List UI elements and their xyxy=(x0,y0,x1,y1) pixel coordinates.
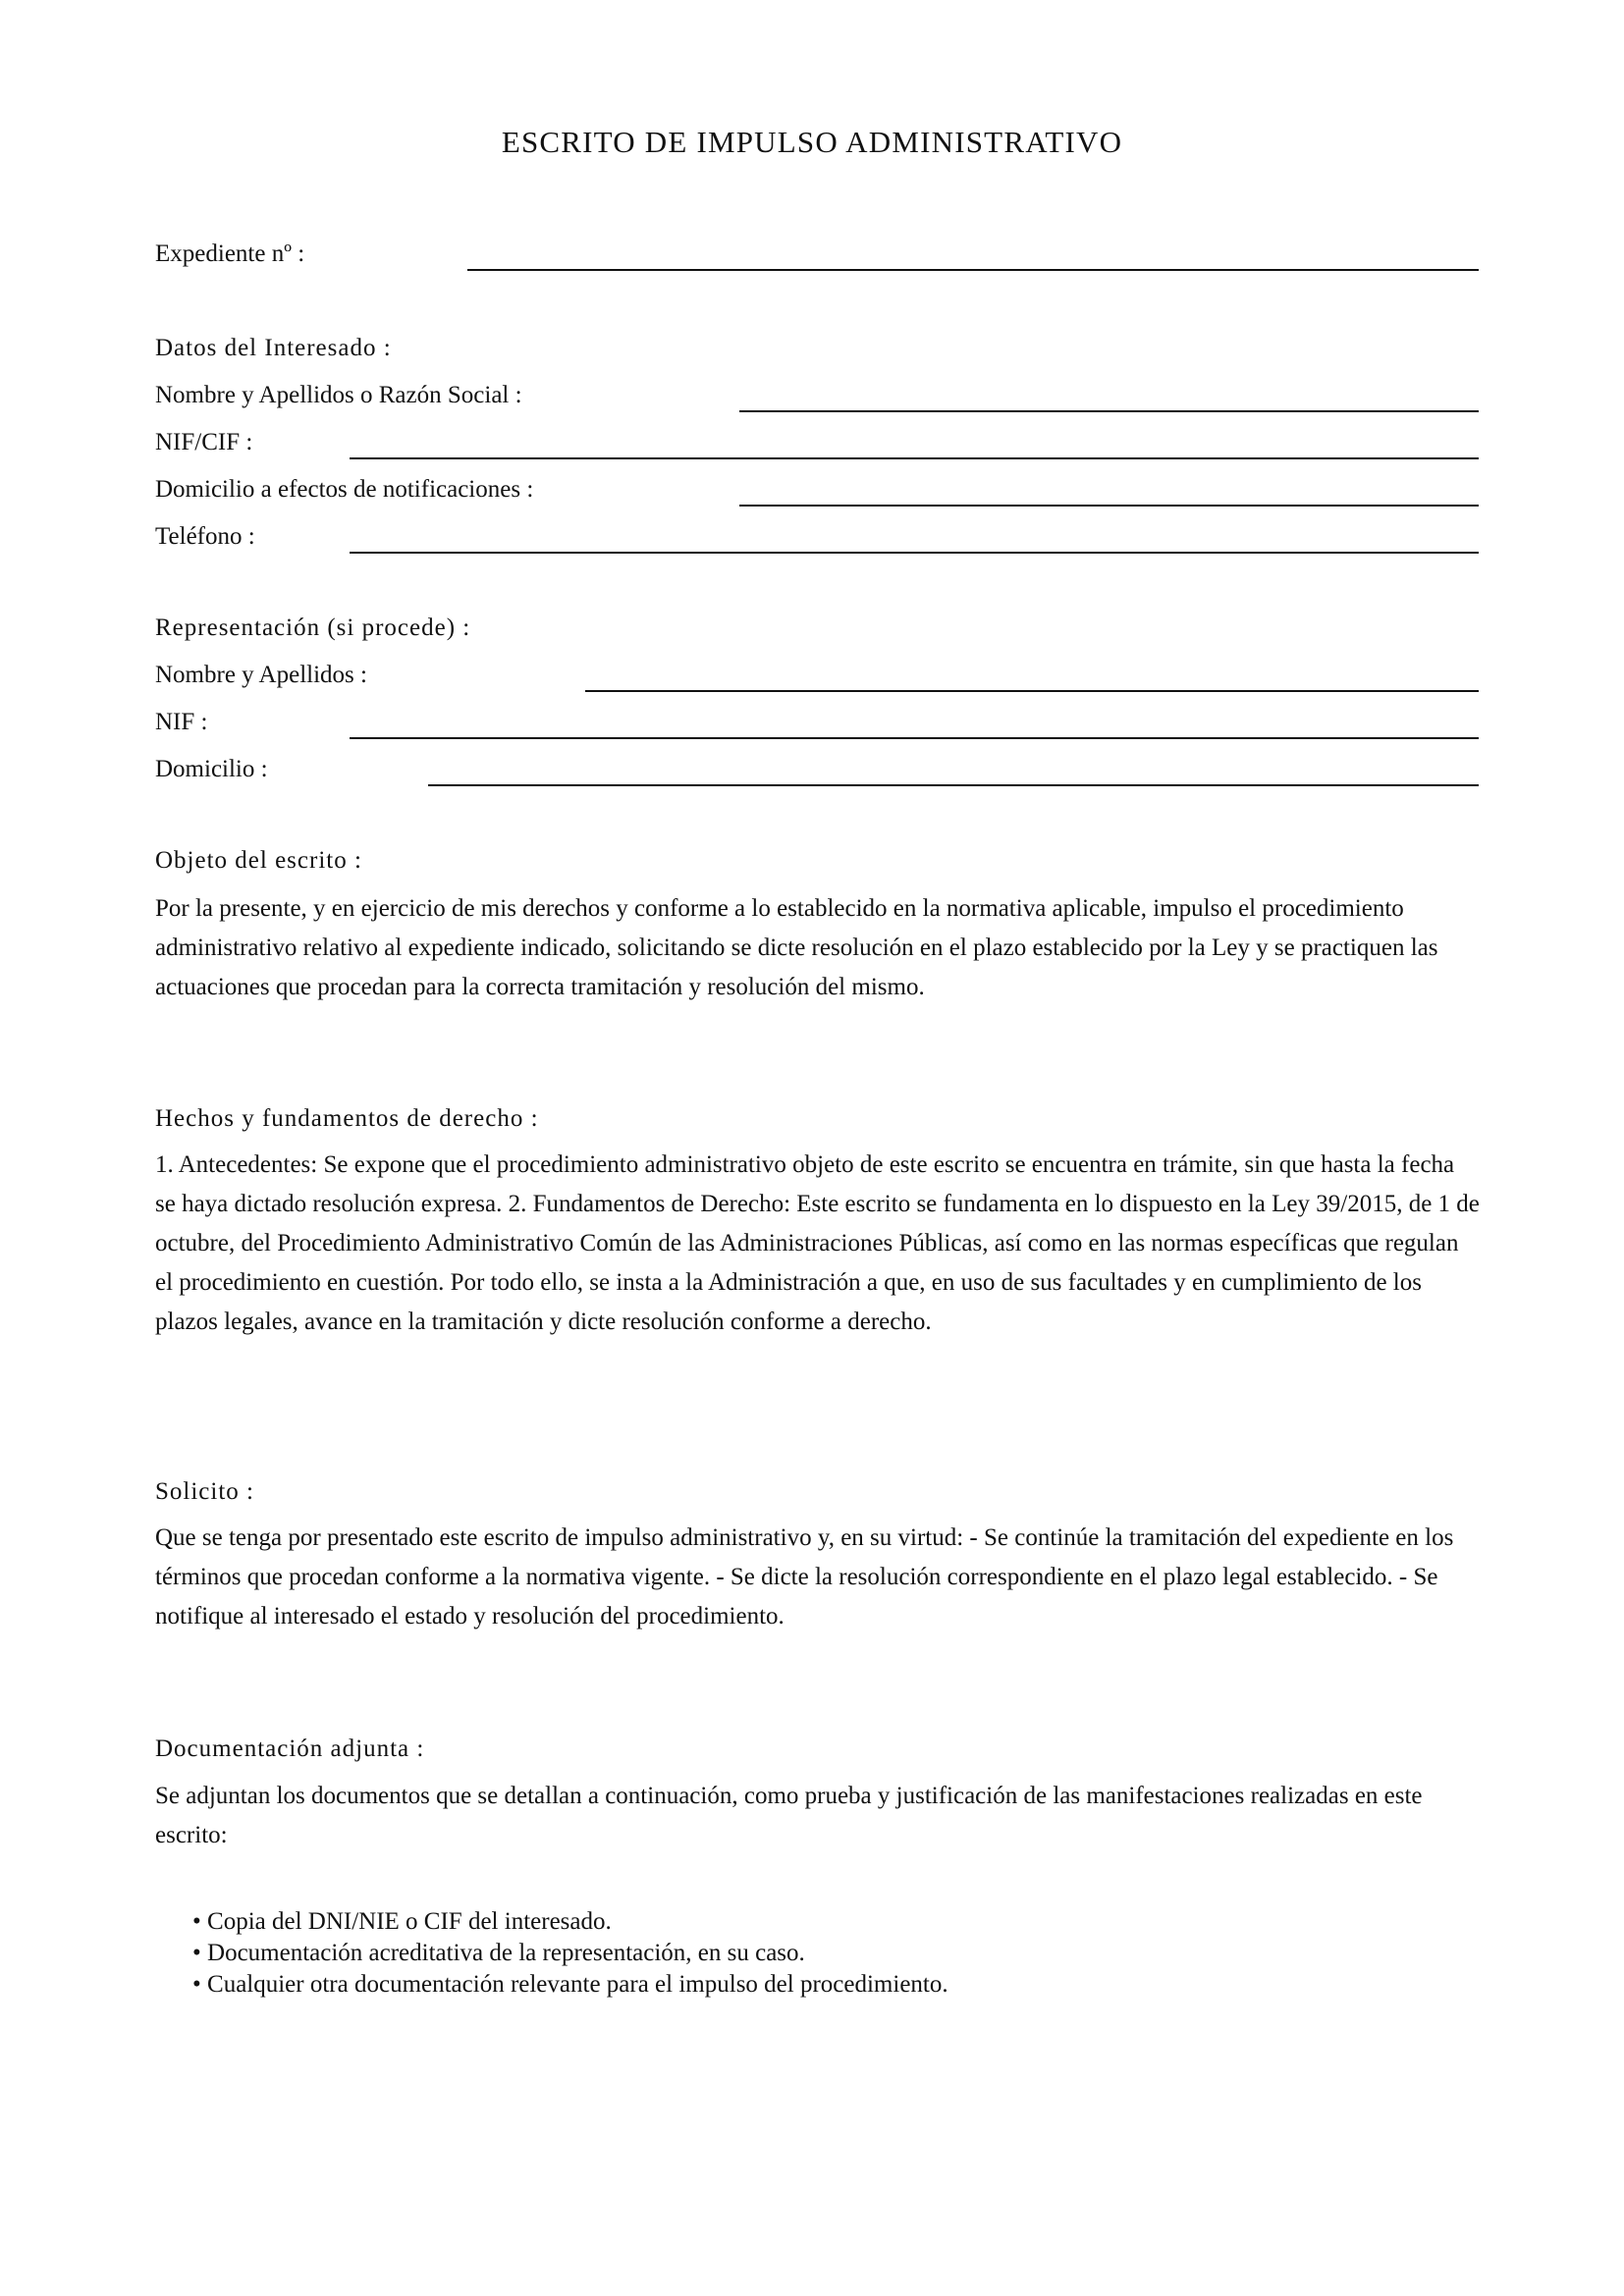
representacion-nif-label: NIF : xyxy=(155,709,208,735)
hechos-paragraph: 1. Antecedentes: Se expone que el procedimiento administrativo objeto de este escrito se encuentra en trámite, sin que hasta la fecha se haya dictado resolución expresa. 2. Fundamentos de Derecho: Este escrito se fundamenta en lo dispuesto en la Ley 39/2015, de 1 de octubre, del Procedimiento Administrativo Común de las Administraciones Públicas, así como en las normas específicas que regulan el procedimiento en cuestión. Por todo ello, se insta a la Administración a que, en uso de sus facultades y en cumplimiento de los plazos legales, avance en la tramitación y dicte resolución conforme a derecho. xyxy=(155,1151,1480,1335)
hechos-heading: Hechos y fundamentos de derecho : xyxy=(155,1105,539,1132)
interesado-telefono-label: Teléfono : xyxy=(155,523,255,550)
list-item: • Documentación acreditativa de la representación, en su caso. xyxy=(192,1938,948,1969)
interesado-heading: Datos del Interesado : xyxy=(155,335,392,361)
representacion-nombre-label: Nombre y Apellidos : xyxy=(155,662,367,688)
documentacion-list xyxy=(192,1906,948,2001)
documentacion-heading: Documentación adjunta : xyxy=(155,1735,425,1762)
expediente-field-line[interactable] xyxy=(467,269,1479,271)
document-title: ESCRITO DE IMPULSO ADMINISTRATIVO xyxy=(501,125,1123,159)
representacion-nombre-field-line[interactable] xyxy=(585,690,1479,692)
interesado-nombre-field-line[interactable] xyxy=(739,410,1479,412)
documentacion-paragraph: Se adjuntan los documentos que se detallan a continuación, como prueba y justificación de las manifestaciones realizadas en este escrito: xyxy=(155,1783,1423,1848)
list-item: • Cualquier otra documentación relevante para el impulso del procedimiento. xyxy=(192,1969,948,2001)
interesado-nif-field-line[interactable] xyxy=(350,457,1479,459)
solicito-paragraph: Que se tenga por presentado este escrito de impulso administrativo y, en su virtud: - Se continúe la tramitación del expediente en los términos que procedan conforme a la normativa vigente. - Se dicte la resolución correspondiente en el plazo legal establecido. - Se notifique al interesado el estado y resolución del procedimiento. xyxy=(155,1524,1454,1629)
objeto-paragraph: Por la presente, y en ejercicio de mis derechos y conforme a lo establecido en la normativa aplicable, impulso el procedimiento administrativo relativo al expediente indicado, solicitando se dicte resolución en el plazo establecido por la Ley y se practiquen las actuaciones que procedan para la correcta tramitación y resolución del mismo. xyxy=(155,895,1438,1000)
interesado-domicilio-label: Domicilio a efectos de notificaciones : xyxy=(155,476,534,503)
interesado-domicilio-field-line[interactable] xyxy=(739,505,1479,507)
list-item: • Copia del DNI/NIE o CIF del interesado. xyxy=(192,1906,948,1938)
representacion-heading: Representación (si procede) : xyxy=(155,614,471,641)
representacion-domicilio-field-line[interactable] xyxy=(428,784,1479,786)
interesado-nombre-label: Nombre y Apellidos o Razón Social : xyxy=(155,382,522,408)
interesado-telefono-field-line[interactable] xyxy=(350,552,1479,554)
representacion-nif-field-line[interactable] xyxy=(350,737,1479,739)
expediente-label: Expediente nº : xyxy=(155,240,305,267)
interesado-nif-label: NIF/CIF : xyxy=(155,429,253,455)
objeto-heading: Objeto del escrito : xyxy=(155,847,362,874)
representacion-domicilio-label: Domicilio : xyxy=(155,756,268,782)
solicito-heading: Solicito : xyxy=(155,1478,254,1505)
